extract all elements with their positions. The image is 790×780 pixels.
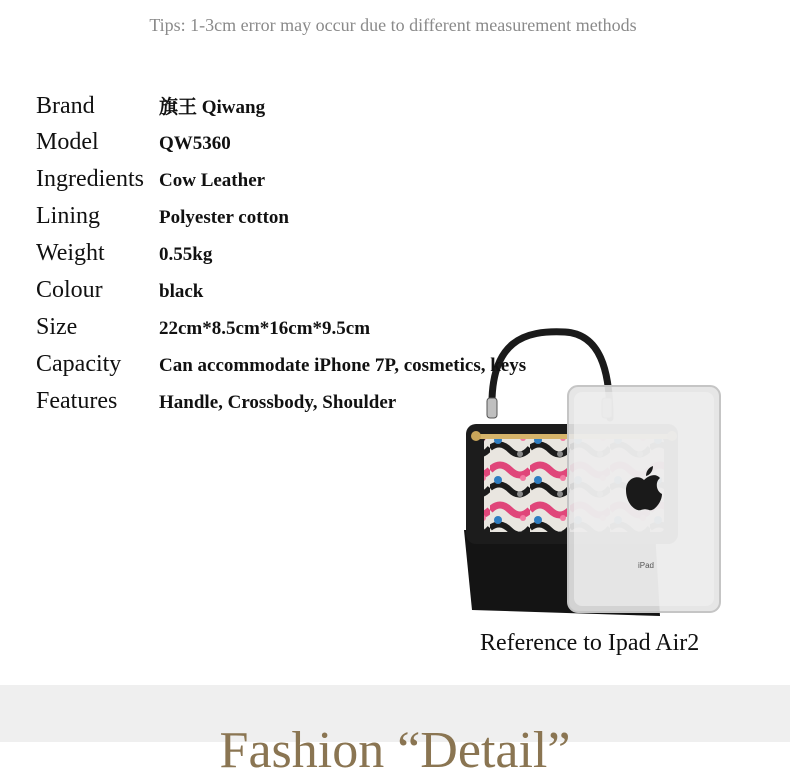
spec-value: Handle, Crossbody, Shoulder — [159, 392, 397, 413]
spec-value: Polyester cotton — [159, 207, 289, 228]
spec-value: 22cm*8.5cm*16cm*9.5cm — [159, 318, 371, 339]
spec-value: 0.55kg — [159, 244, 213, 265]
spec-label: Model — [36, 129, 99, 155]
spec-row-ingredients — [36, 166, 526, 203]
spec-table — [36, 92, 526, 425]
spec-value: QW5360 — [159, 133, 231, 154]
spec-label: Lining — [36, 203, 100, 229]
product-photo — [450, 300, 750, 625]
spec-label: Weight — [36, 240, 105, 266]
spec-label: Capacity — [36, 351, 122, 377]
spec-label: Features — [36, 388, 118, 414]
spec-row-lining — [36, 203, 526, 240]
tablet-label: iPad — [637, 561, 655, 570]
spec-label: Brand — [36, 93, 95, 119]
spec-label: Colour — [36, 277, 103, 303]
spec-row-brand — [36, 92, 526, 129]
reference-caption: Reference to Ipad Air2 — [480, 630, 700, 656]
detail-section-header — [0, 685, 790, 779]
spec-value: Can accommodate iPhone 7P, cosmetics, keys — [159, 355, 527, 376]
detail-title: Fashion “Detail” — [219, 722, 571, 779]
measurement-tips: Tips: 1-3cm error may occur due to different measurement methods — [149, 15, 637, 35]
spec-value: Cow Leather — [159, 170, 266, 191]
spec-row-weight — [36, 240, 526, 277]
spec-value: 旗王 Qiwang — [159, 97, 266, 118]
spec-label: Size — [36, 314, 78, 340]
spec-row-model — [36, 129, 526, 166]
spec-label: Ingredients — [36, 166, 144, 192]
spec-value: black — [159, 281, 204, 302]
